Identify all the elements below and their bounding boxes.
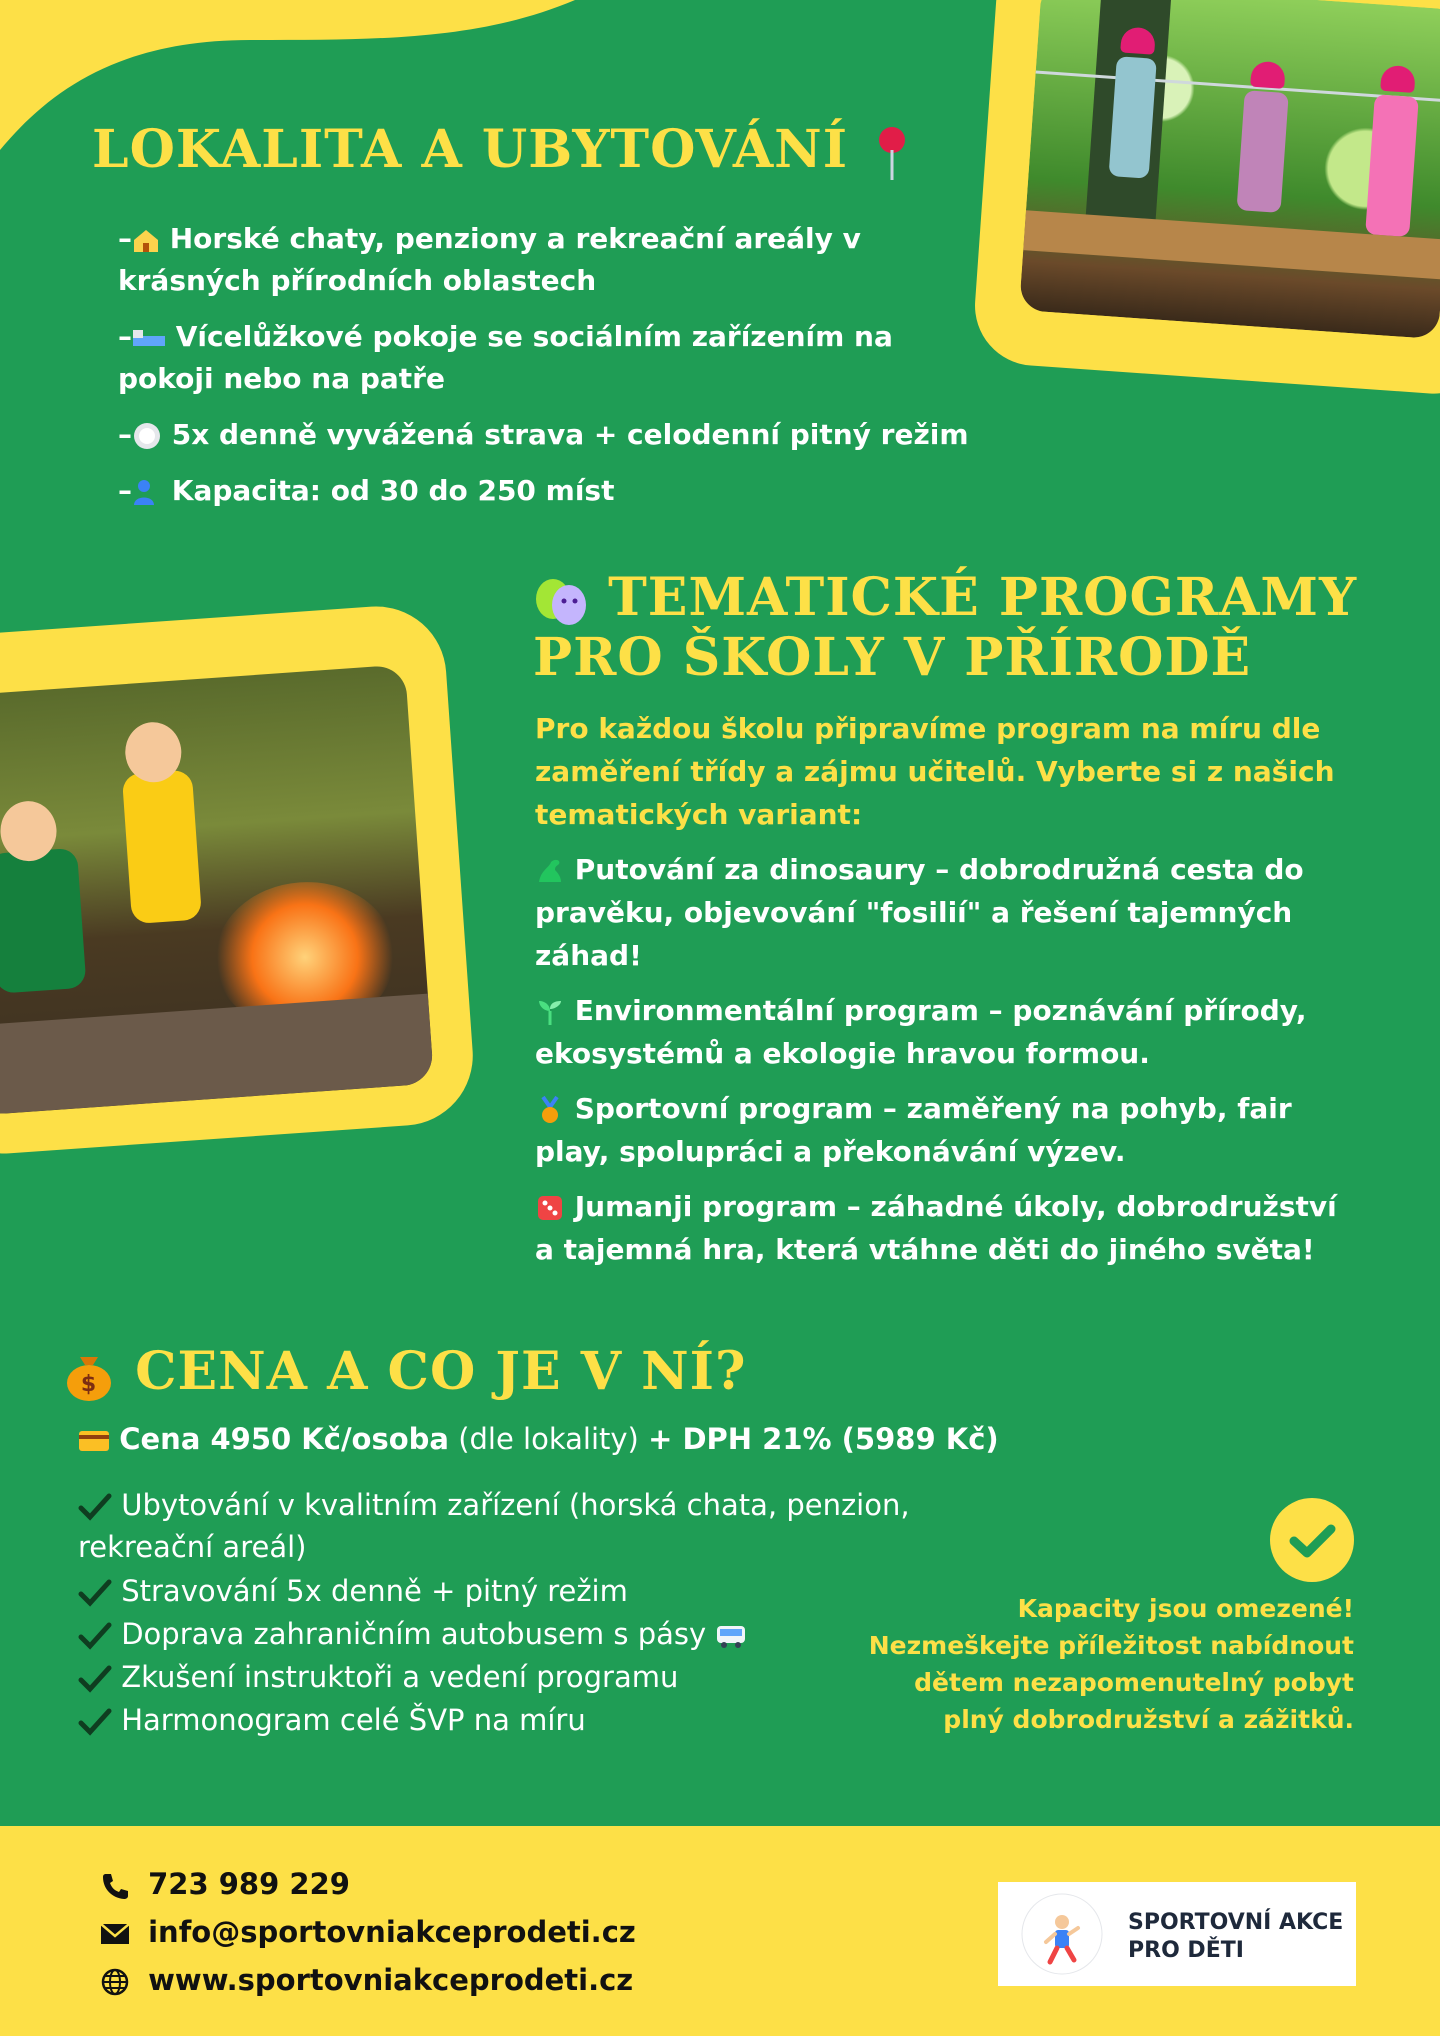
logo: [998, 1882, 1356, 1986]
dinosaur-icon: [535, 856, 565, 886]
web-contact[interactable]: www.sportovniakceprodeti.cz: [100, 1962, 633, 1998]
list-item: Stravování 5x denně + pitný režim: [78, 1570, 628, 1612]
logo-text: PRO DĚTI: [1128, 1938, 1244, 1963]
photo-kids-rope-course: [1019, 0, 1440, 339]
programs-intro: tematických variant:: [535, 798, 863, 831]
program-item: Environmentální program – poznávání přírody,: [535, 990, 1306, 1032]
plate-icon: [132, 421, 162, 451]
lokalita-item: – Horské chaty, penziony a rekreační areály v: [118, 222, 861, 255]
list-item: Harmonogram celé ŠVP na míru: [78, 1699, 586, 1741]
theater-masks-icon: [533, 577, 589, 627]
logo-emblem-icon: [1010, 1882, 1114, 1986]
dice-icon: [535, 1193, 565, 1223]
bus-icon: [715, 1623, 747, 1649]
check-mark-icon: [78, 1578, 112, 1608]
lokalita-item: – Kapacita: od 30 do 250 míst: [118, 474, 615, 507]
round-pushpin-icon: [877, 126, 907, 182]
house-icon: [132, 226, 160, 254]
lokalita-item: – 5x denně vyvážená strava + celodenní pitný režim: [118, 418, 969, 451]
money-bag-icon: [62, 1349, 116, 1403]
bed-icon: [132, 326, 166, 350]
price-vat: + DPH 21% (5989 Kč): [648, 1422, 999, 1456]
price-line: [78, 1418, 999, 1460]
programs-intro: Pro každou školu připravíme program na míru dle: [535, 712, 1321, 745]
price-title: $ CENA A CO JE V NÍ?: [62, 1340, 746, 1404]
email-contact[interactable]: info@sportovniakceprodeti.cz: [100, 1914, 636, 1950]
globe-icon: [100, 1967, 130, 1997]
envelope-icon: [100, 1922, 130, 1946]
poster: LOKALITA A UBYTOVÁNÍ – Horské chaty, penziony a rekreační areály v krásných přírodních oblastech – Vícelůžkové pokoje se sociálním zařízením na pokoji nebo na patře – 5x denně vyvážená strava + celodenní pitný režim – Kapacita: od 30 do 250 míst TEMATICKÉ PROGRAMY PRO ŠKOLY V PŘÍRODĚ Pro každou školu připravíme program na míru dle zaměření třídy a zájmu učitelů. Vyberte si z našich tematických variant: Putování za dinosaury – dobrodružná cesta do pravěku, objevování "fosilií" a řešení tajemných záhad! Environmentální program – poznávání přírody, ekosystémů a ekologie hravou formou. Sportovní program – zaměřený na pohyb, fair play, spolupráci a překonávání výzev. Jumanji program – záhadné úkoly, dobrodružství a tajemná hra, která vtáhne děti do jiného světa! $ CENA A CO JE V NÍ? Cena 4950 Kč/osoba (dle lokality) + DPH 21% (5989 Kč) Ubytování v kvalitním zařízení (horská chata, penzion, rekreační areál) Stravování 5x denně + pitný režim Doprava zahraničním autobusem s pásy Zkušení instruktoři a vedení programu Harmonogram celé ŠVP na míru Kapacity jsou omezené! Nezmeškejte příležitost nabídnout dětem nezapomenutelný pobyt plný dobrodružství a zážitků. 723 989 229 info@sportovniakceprodeti.cz www.sportovniakceprodeti.cz SPORTOVNÍ AKCE PRO DĚTI: [0, 0, 1440, 2036]
programs-title: TEMATICKÉ PROGRAMY PRO ŠKOLY V PŘÍRODĚ: [533, 567, 1358, 688]
medal-icon: [535, 1095, 565, 1125]
lokalita-item: – Vícelůžkové pokoje se sociálním zařízením na: [118, 320, 893, 353]
photo-kids-campfire: [0, 664, 434, 1115]
program-item: Sportovní program – zaměřený na pohyb, fair: [535, 1088, 1292, 1130]
capacity-notice: Kapacity jsou omezené! Nezmeškejte příležitost nabídnout dětem nezapomenutelný pobyt plný dobrodružství a zážitků.: [868, 1594, 1354, 1734]
check-mark-icon: [78, 1492, 112, 1522]
people-icon: [132, 477, 162, 507]
lokalita-title: LOKALITA A UBYTOVÁNÍ: [92, 118, 907, 182]
check-mark-icon: [78, 1707, 112, 1737]
lokalita-item-cont: pokoji nebo na patře: [118, 362, 445, 395]
price-note: (dle lokality): [448, 1422, 649, 1456]
list-item: Ubytování v kvalitním zařízení (horská chata, penzion,: [78, 1484, 910, 1526]
check-circle-icon: [1270, 1498, 1354, 1582]
list-item: Doprava zahraničním autobusem s pásy: [78, 1613, 747, 1655]
phone-contact[interactable]: 723 989 229: [100, 1866, 350, 1902]
lokalita-item-cont: krásných přírodních oblastech: [118, 264, 597, 297]
program-item: Jumanji program – záhadné úkoly, dobrodružství: [535, 1186, 1337, 1228]
list-item: Zkušení instruktoři a vedení programu: [78, 1656, 678, 1698]
programs-intro: zaměření třídy a zájmu učitelů. Vyberte si z našich: [535, 755, 1335, 788]
check-mark-icon: [78, 1621, 112, 1651]
check-mark-icon: [78, 1664, 112, 1694]
phone-icon: [100, 1871, 130, 1901]
svg-text:$: $: [80, 1371, 98, 1397]
logo-text: SPORTOVNÍ AKCE: [1128, 1910, 1344, 1935]
program-item: Putování za dinosaury – dobrodružná cesta do: [535, 849, 1304, 891]
seedling-icon: [535, 997, 565, 1027]
price-amount: Cena 4950 Kč/osoba: [119, 1422, 449, 1456]
credit-card-icon: [78, 1429, 110, 1453]
